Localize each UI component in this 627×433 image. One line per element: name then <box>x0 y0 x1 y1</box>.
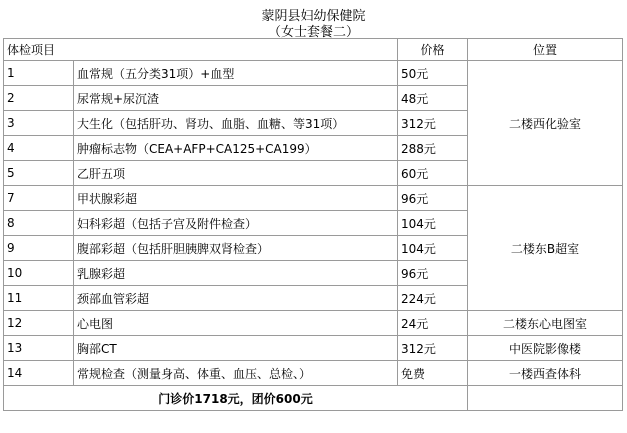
row-item-name: 腹部彩超（包括肝胆胰脾双肾检查） <box>74 236 398 261</box>
exam-table <box>3 38 623 411</box>
row-item-name: 胸部CT <box>74 336 398 361</box>
row-number: 9 <box>4 236 74 261</box>
location-b-ultrasound: 二楼东B超室 <box>468 186 623 311</box>
row-number: 2 <box>4 86 74 111</box>
table-row <box>4 61 623 86</box>
row-item-name: 妇科彩超（包括子宫及附件检查） <box>74 211 398 236</box>
row-number: 11 <box>4 286 74 311</box>
row-number: 1 <box>4 61 74 86</box>
row-number: 5 <box>4 161 74 186</box>
row-price: 104元 <box>398 236 468 261</box>
row-price: 312元 <box>398 336 468 361</box>
row-item-name: 甲状腺彩超 <box>74 186 398 211</box>
page-subtitle: （女士套餐二） <box>267 25 359 40</box>
row-price: 60元 <box>398 161 468 186</box>
row-item-name: 尿常规+尿沉渣 <box>74 86 398 111</box>
row-number: 8 <box>4 211 74 236</box>
row-item-name: 常规检查（测量身高、体重、血压、总检、） <box>74 361 398 386</box>
row-number: 12 <box>4 311 74 336</box>
row-item-name: 乳腺彩超 <box>74 261 398 286</box>
location-physical: 一楼西查体科 <box>468 361 623 386</box>
row-number: 4 <box>4 136 74 161</box>
row-item-name: 乙肝五项 <box>74 161 398 186</box>
location-imaging: 中医院影像楼 <box>468 336 623 361</box>
table-header-row <box>4 39 623 61</box>
page-title: 蒙阴县妇幼保健院 <box>261 9 366 24</box>
row-price: 96元 <box>398 186 468 211</box>
row-item-name: 血常规（五分类31项）+血型 <box>74 61 398 86</box>
header-location: 位置 <box>468 39 623 61</box>
table-row <box>4 336 623 361</box>
location-lab: 二楼西化验室 <box>468 61 623 186</box>
row-item-name: 肿瘤标志物（CEA+AFP+CA125+CA199） <box>74 136 398 161</box>
row-price: 104元 <box>398 211 468 236</box>
row-number: 14 <box>4 361 74 386</box>
table-row <box>4 186 623 211</box>
row-number: 13 <box>4 336 74 361</box>
row-price: 48元 <box>398 86 468 111</box>
footer-row <box>4 386 623 411</box>
row-price: 312元 <box>398 111 468 136</box>
header-item: 体检项目 <box>4 39 398 61</box>
row-number: 7 <box>4 186 74 211</box>
row-item-name: 颈部血管彩超 <box>74 286 398 311</box>
row-price: 96元 <box>398 261 468 286</box>
row-price: 免费 <box>398 361 468 386</box>
price-summary: 门诊价1718元，团价600元 <box>4 386 468 411</box>
row-item-name: 大生化（包括肝功、肾功、血脂、血糖、等31项） <box>74 111 398 136</box>
row-number: 10 <box>4 261 74 286</box>
row-price: 24元 <box>398 311 468 336</box>
row-price: 50元 <box>398 61 468 86</box>
table-row <box>4 361 623 386</box>
location-ecg: 二楼东心电图室 <box>468 311 623 336</box>
row-price: 224元 <box>398 286 468 311</box>
row-item-name: 心电图 <box>74 311 398 336</box>
header-price: 价格 <box>398 39 468 61</box>
table-row <box>4 311 623 336</box>
row-price: 288元 <box>398 136 468 161</box>
footer-empty-cell <box>468 386 623 411</box>
row-number: 3 <box>4 111 74 136</box>
